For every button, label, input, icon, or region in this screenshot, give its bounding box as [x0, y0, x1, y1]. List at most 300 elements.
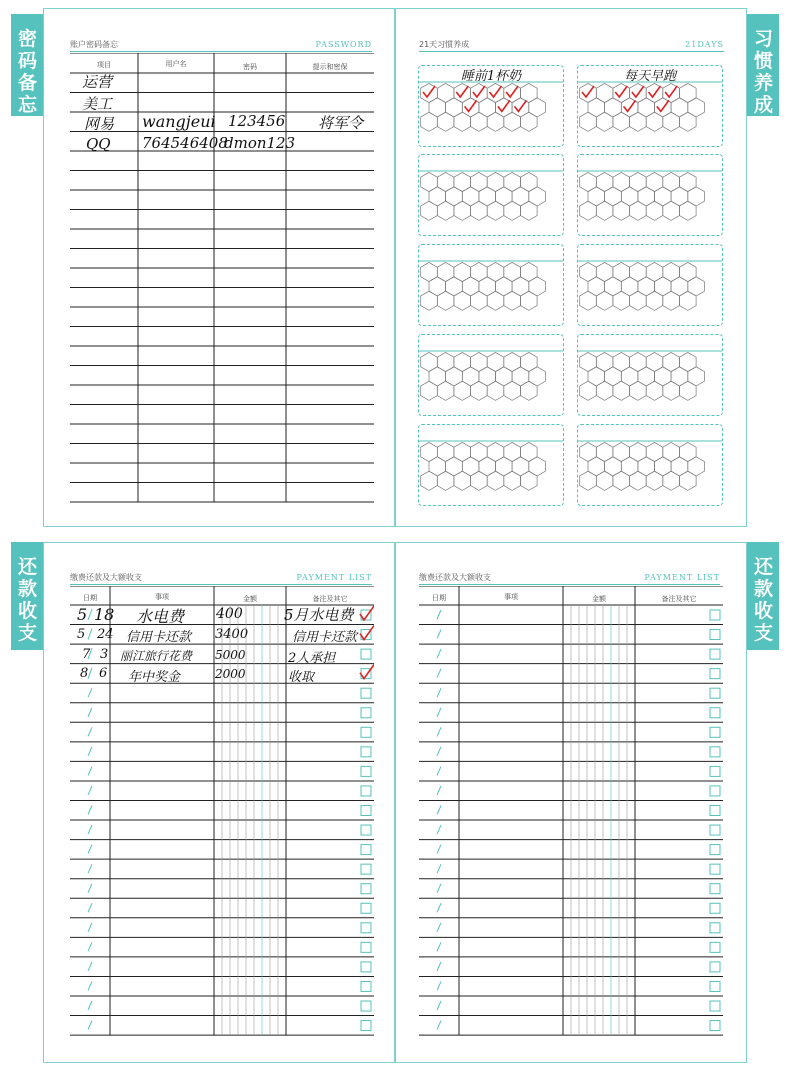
habit-check-mark — [582, 86, 594, 97]
hex-cell[interactable] — [646, 112, 663, 131]
row-checkbox[interactable] — [710, 727, 720, 737]
date-slash — [88, 1001, 92, 1010]
row-checkbox[interactable] — [710, 903, 720, 913]
hex-cell[interactable] — [605, 187, 622, 206]
hex-cell[interactable] — [596, 381, 613, 400]
hex-cell[interactable] — [580, 262, 597, 281]
hex-cell[interactable] — [462, 457, 479, 476]
habit-check-mark — [490, 86, 502, 97]
hex-cell[interactable] — [596, 172, 613, 191]
hex-cell[interactable] — [421, 471, 438, 490]
hex-cell[interactable] — [580, 352, 597, 371]
habit-check-mark — [423, 86, 435, 97]
hex-cell[interactable] — [437, 291, 454, 310]
hex-cell[interactable] — [638, 98, 655, 117]
hex-cell[interactable] — [580, 201, 597, 220]
row-checkbox[interactable] — [361, 708, 371, 718]
col-header-date: 日期 — [83, 594, 97, 602]
hex-grid — [578, 425, 722, 505]
hex-cell[interactable] — [421, 352, 438, 371]
hex-cell[interactable] — [680, 442, 697, 461]
hex-cell[interactable] — [421, 201, 438, 220]
hex-cell[interactable] — [596, 442, 613, 461]
hex-cell[interactable] — [580, 291, 597, 310]
hex-cell[interactable] — [437, 83, 454, 102]
date-slash — [88, 688, 92, 697]
hex-cell[interactable] — [471, 201, 488, 220]
header-rule — [419, 584, 720, 585]
col-header-date: 日期 — [432, 594, 446, 602]
hex-cell[interactable] — [688, 457, 705, 476]
hex-cell[interactable] — [437, 201, 454, 220]
hex-cell[interactable] — [663, 201, 680, 220]
hex-cell[interactable] — [521, 112, 538, 131]
hex-cell[interactable] — [487, 471, 504, 490]
habit-card — [418, 65, 564, 147]
hex-cell[interactable] — [496, 367, 513, 386]
hex-cell[interactable] — [521, 352, 538, 371]
hex-cell[interactable] — [646, 262, 663, 281]
col-header-item: 事项 — [504, 593, 518, 601]
hex-cell[interactable] — [596, 83, 613, 102]
date-slash — [437, 923, 441, 932]
row-checkbox[interactable] — [710, 1021, 720, 1031]
hex-cell[interactable] — [630, 471, 647, 490]
hex-cell[interactable] — [671, 98, 688, 117]
hex-cell[interactable] — [529, 277, 546, 296]
row-checkbox[interactable] — [361, 962, 371, 972]
hex-cell[interactable] — [680, 262, 697, 281]
hex-cell[interactable] — [680, 201, 697, 220]
hex-cell[interactable] — [462, 277, 479, 296]
habit-card — [577, 244, 723, 326]
hex-cell[interactable] — [646, 381, 663, 400]
hex-cell[interactable] — [580, 172, 597, 191]
hex-cell[interactable] — [630, 291, 647, 310]
hex-cell[interactable] — [446, 277, 463, 296]
hex-cell[interactable] — [496, 277, 513, 296]
habit-check-mark — [615, 86, 627, 97]
hex-cell[interactable] — [655, 277, 672, 296]
hex-cell[interactable] — [429, 367, 446, 386]
row-checkbox[interactable] — [361, 1021, 371, 1031]
habit-card — [418, 244, 564, 326]
hex-cell[interactable] — [621, 187, 638, 206]
hex-cell[interactable] — [479, 98, 496, 117]
row-checkbox[interactable] — [710, 981, 720, 991]
password-page — [43, 8, 395, 527]
date-slash — [437, 962, 441, 971]
row-checkbox[interactable] — [710, 688, 720, 698]
hex-cell[interactable] — [454, 352, 471, 371]
hex-cell[interactable] — [429, 277, 446, 296]
hex-cell[interactable] — [521, 262, 538, 281]
hex-cell[interactable] — [471, 291, 488, 310]
hex-cell[interactable] — [646, 471, 663, 490]
header-rule — [70, 584, 372, 585]
date-slash — [88, 668, 92, 679]
hex-cell[interactable] — [688, 98, 705, 117]
hex-cell[interactable] — [663, 442, 680, 461]
hex-cell[interactable] — [680, 291, 697, 310]
header-rule — [419, 51, 724, 52]
hex-cell[interactable] — [529, 457, 546, 476]
hex-cell[interactable] — [588, 98, 605, 117]
hex-cell[interactable] — [596, 201, 613, 220]
hex-cell[interactable] — [454, 262, 471, 281]
hex-cell[interactable] — [663, 352, 680, 371]
hex-cell[interactable] — [655, 187, 672, 206]
hex-cell[interactable] — [471, 172, 488, 191]
hex-cell[interactable] — [454, 201, 471, 220]
hex-cell[interactable] — [504, 442, 521, 461]
date-slash — [437, 942, 441, 951]
entry-item: QQ — [86, 135, 111, 153]
hex-cell[interactable] — [471, 381, 488, 400]
hex-cell[interactable] — [496, 187, 513, 206]
date-slash — [437, 981, 441, 990]
hex-cell[interactable] — [471, 471, 488, 490]
entry-password: dmon123 — [224, 134, 296, 152]
hex-cell[interactable] — [512, 277, 529, 296]
hex-cell[interactable] — [663, 291, 680, 310]
hex-cell[interactable] — [429, 457, 446, 476]
date-slash — [88, 845, 92, 854]
hex-cell[interactable] — [638, 457, 655, 476]
hex-cell[interactable] — [596, 112, 613, 131]
row-checkbox[interactable] — [710, 766, 720, 776]
row-month: 7 — [82, 647, 91, 662]
hex-cell[interactable] — [504, 471, 521, 490]
hex-cell[interactable] — [437, 381, 454, 400]
hex-cell[interactable] — [688, 367, 705, 386]
hex-cell[interactable] — [487, 442, 504, 461]
row-checkbox[interactable] — [361, 923, 371, 933]
row-checkbox[interactable] — [361, 1001, 371, 1011]
hex-cell[interactable] — [504, 112, 521, 131]
hex-cell[interactable] — [605, 277, 622, 296]
hex-cell[interactable] — [588, 187, 605, 206]
hex-cell[interactable] — [504, 352, 521, 371]
payment-page-left — [43, 542, 395, 1063]
hex-cell[interactable] — [471, 262, 488, 281]
hex-cell[interactable] — [437, 471, 454, 490]
habit-card — [577, 334, 723, 416]
row-checkbox[interactable] — [361, 786, 371, 796]
hex-cell[interactable] — [613, 262, 630, 281]
row-checkbox[interactable] — [710, 942, 720, 952]
entry-item: 美工 — [82, 95, 113, 113]
row-checkbox[interactable] — [361, 688, 371, 698]
hex-cell[interactable] — [663, 112, 680, 131]
row-checkbox[interactable] — [710, 884, 720, 894]
hex-cell[interactable] — [521, 471, 538, 490]
hex-cell[interactable] — [521, 291, 538, 310]
hex-cell[interactable] — [580, 381, 597, 400]
row-note: 收取 — [288, 670, 315, 685]
hex-cell[interactable] — [630, 442, 647, 461]
hex-cell[interactable] — [646, 352, 663, 371]
entry-user: 764546408 — [142, 134, 228, 152]
hex-cell[interactable] — [580, 471, 597, 490]
hex-cell[interactable] — [613, 112, 630, 131]
hex-cell[interactable] — [521, 381, 538, 400]
hex-cell[interactable] — [487, 172, 504, 191]
hex-cell[interactable] — [521, 83, 538, 102]
hex-cell[interactable] — [680, 471, 697, 490]
hex-cell[interactable] — [487, 112, 504, 131]
row-checkbox[interactable] — [710, 923, 720, 933]
hex-cell[interactable] — [646, 201, 663, 220]
hex-cell[interactable] — [605, 98, 622, 117]
row-checkbox[interactable] — [710, 806, 720, 816]
hex-cell[interactable] — [504, 201, 521, 220]
hex-cell[interactable] — [437, 172, 454, 191]
hex-cell[interactable] — [655, 457, 672, 476]
hex-cell[interactable] — [421, 291, 438, 310]
row-checkbox[interactable] — [710, 825, 720, 835]
row-checkbox[interactable] — [361, 766, 371, 776]
hex-cell[interactable] — [613, 201, 630, 220]
hex-cell[interactable] — [479, 187, 496, 206]
hex-grid — [419, 335, 563, 415]
habit-card — [418, 154, 564, 236]
hex-cell[interactable] — [613, 172, 630, 191]
row-checkbox[interactable] — [710, 610, 720, 620]
hex-cell[interactable] — [580, 442, 597, 461]
row-checkbox[interactable] — [710, 649, 720, 659]
hex-cell[interactable] — [521, 201, 538, 220]
hex-cell[interactable] — [605, 367, 622, 386]
hex-cell[interactable] — [680, 112, 697, 131]
hex-cell[interactable] — [454, 381, 471, 400]
row-checkbox[interactable] — [710, 1001, 720, 1011]
tab-payment-left[interactable]: 还款收支 — [11, 542, 43, 650]
hex-cell[interactable] — [462, 187, 479, 206]
hex-cell[interactable] — [521, 172, 538, 191]
hex-cell[interactable] — [630, 262, 647, 281]
row-day: 18 — [94, 605, 115, 624]
date-slash — [88, 942, 92, 951]
hex-cell[interactable] — [446, 457, 463, 476]
hex-cell[interactable] — [680, 381, 697, 400]
hex-cell[interactable] — [671, 277, 688, 296]
hex-cell[interactable] — [613, 471, 630, 490]
row-checkbox[interactable] — [361, 649, 371, 659]
row-checkbox[interactable] — [361, 981, 371, 991]
habit-title: 21天习惯养成 — [419, 40, 470, 49]
hex-cell[interactable] — [613, 381, 630, 400]
hex-cell[interactable] — [512, 457, 529, 476]
row-checkbox[interactable] — [361, 903, 371, 913]
hex-cell[interactable] — [504, 291, 521, 310]
hex-cell[interactable] — [446, 367, 463, 386]
hex-cell[interactable] — [663, 471, 680, 490]
hex-cell[interactable] — [646, 172, 663, 191]
row-day: 24 — [97, 627, 114, 642]
hex-cell[interactable] — [479, 277, 496, 296]
row-checkbox[interactable] — [361, 747, 371, 757]
row-checkbox[interactable] — [710, 962, 720, 972]
hex-cell[interactable] — [596, 352, 613, 371]
row-checkbox[interactable] — [361, 942, 371, 952]
row-checkbox[interactable] — [710, 845, 720, 855]
hex-cell[interactable] — [421, 172, 438, 191]
hex-cell[interactable] — [471, 112, 488, 131]
hex-cell[interactable] — [454, 471, 471, 490]
date-slash — [437, 1021, 441, 1030]
hex-cell[interactable] — [437, 262, 454, 281]
habit-name: 每天早跑 — [623, 69, 676, 84]
col-header-hint: 提示和密保 — [312, 63, 348, 71]
date-slash — [437, 903, 441, 912]
hex-cell[interactable] — [671, 367, 688, 386]
row-checkbox[interactable] — [361, 825, 371, 835]
row-checkbox[interactable] — [361, 845, 371, 855]
row-checkbox[interactable] — [710, 630, 720, 640]
row-checkbox[interactable] — [710, 864, 720, 874]
payment-table-grid — [419, 586, 723, 1038]
row-amount: 2000 — [215, 667, 246, 681]
tab-payment-right[interactable]: 还款收支 — [747, 542, 779, 650]
habit-check-mark — [473, 86, 485, 97]
hex-cell[interactable] — [446, 98, 463, 117]
date-slash — [437, 884, 441, 893]
tab-password[interactable]: 密码备忘 — [11, 14, 43, 116]
hex-cell[interactable] — [588, 277, 605, 296]
tab-habit[interactable]: 习惯养成 — [747, 14, 779, 116]
hex-cell[interactable] — [613, 352, 630, 371]
row-item: 年中奖金 — [128, 670, 181, 685]
hex-cell[interactable] — [504, 381, 521, 400]
hex-cell[interactable] — [630, 112, 647, 131]
hex-cell[interactable] — [613, 442, 630, 461]
row-checkbox[interactable] — [361, 806, 371, 816]
hex-cell[interactable] — [638, 277, 655, 296]
hex-cell[interactable] — [613, 291, 630, 310]
col-header-item: 项目 — [97, 61, 111, 69]
hex-cell[interactable] — [421, 112, 438, 131]
habit-check-mark — [498, 100, 510, 111]
hex-cell[interactable] — [529, 367, 546, 386]
hex-cell[interactable] — [529, 98, 546, 117]
hex-cell[interactable] — [504, 172, 521, 191]
date-slash — [88, 609, 92, 620]
date-slash — [437, 806, 441, 815]
hex-cell[interactable] — [688, 277, 705, 296]
row-checkbox[interactable] — [361, 864, 371, 874]
hex-cell[interactable] — [437, 352, 454, 371]
row-checkbox[interactable] — [361, 727, 371, 737]
hex-grid — [578, 245, 722, 325]
row-checkbox[interactable] — [710, 747, 720, 757]
hex-cell[interactable] — [638, 187, 655, 206]
hex-cell[interactable] — [487, 352, 504, 371]
hex-cell[interactable] — [487, 291, 504, 310]
hex-cell[interactable] — [421, 442, 438, 461]
hex-cell[interactable] — [487, 381, 504, 400]
hex-cell[interactable] — [663, 172, 680, 191]
hex-cell[interactable] — [429, 98, 446, 117]
header-rule — [70, 51, 372, 52]
hex-cell[interactable] — [529, 187, 546, 206]
hex-cell[interactable] — [454, 442, 471, 461]
hex-cell[interactable] — [680, 172, 697, 191]
hex-cell[interactable] — [588, 367, 605, 386]
hex-cell[interactable] — [605, 457, 622, 476]
hex-cell[interactable] — [646, 291, 663, 310]
hex-cell[interactable] — [421, 262, 438, 281]
hex-cell[interactable] — [596, 262, 613, 281]
hex-cell[interactable] — [462, 367, 479, 386]
hex-cell[interactable] — [671, 187, 688, 206]
hex-cell[interactable] — [688, 187, 705, 206]
hex-cell[interactable] — [646, 442, 663, 461]
hex-cell[interactable] — [437, 442, 454, 461]
hex-cell[interactable] — [671, 457, 688, 476]
hex-cell[interactable] — [621, 457, 638, 476]
hex-cell[interactable] — [663, 381, 680, 400]
hex-cell[interactable] — [446, 187, 463, 206]
hex-cell[interactable] — [621, 367, 638, 386]
hex-cell[interactable] — [596, 471, 613, 490]
date-slash — [437, 649, 441, 658]
hex-cell[interactable] — [663, 262, 680, 281]
hex-cell[interactable] — [512, 367, 529, 386]
hex-cell[interactable] — [496, 457, 513, 476]
hex-cell[interactable] — [487, 262, 504, 281]
hex-cell[interactable] — [630, 201, 647, 220]
hex-cell[interactable] — [588, 457, 605, 476]
hex-cell[interactable] — [680, 352, 697, 371]
row-checkbox[interactable] — [361, 884, 371, 894]
hex-cell[interactable] — [437, 112, 454, 131]
hex-cell[interactable] — [504, 262, 521, 281]
hex-cell[interactable] — [630, 381, 647, 400]
hex-cell[interactable] — [630, 352, 647, 371]
row-checkbox[interactable] — [710, 669, 720, 679]
hex-cell[interactable] — [638, 367, 655, 386]
hex-cell[interactable] — [521, 442, 538, 461]
hex-cell[interactable] — [655, 367, 672, 386]
hex-cell[interactable] — [454, 112, 471, 131]
row-checkbox[interactable] — [710, 708, 720, 718]
habit-page — [395, 8, 747, 527]
date-slash — [437, 669, 441, 678]
row-item: 丽江旅行花费 — [120, 649, 193, 663]
hex-cell[interactable] — [479, 457, 496, 476]
hex-cell[interactable] — [680, 83, 697, 102]
hex-cell[interactable] — [512, 187, 529, 206]
hex-cell[interactable] — [580, 112, 597, 131]
hex-cell[interactable] — [471, 352, 488, 371]
col-header-password: 密码 — [243, 63, 257, 71]
date-slash — [88, 629, 92, 640]
habit-card — [577, 65, 723, 147]
hex-cell[interactable] — [454, 172, 471, 191]
hex-cell[interactable] — [487, 201, 504, 220]
col-header-amount: 金额 — [243, 595, 257, 603]
hex-cell[interactable] — [421, 381, 438, 400]
hex-cell[interactable] — [479, 367, 496, 386]
hex-cell[interactable] — [471, 442, 488, 461]
hex-cell[interactable] — [454, 291, 471, 310]
hex-cell[interactable] — [596, 291, 613, 310]
hex-cell[interactable] — [621, 277, 638, 296]
row-checkbox[interactable] — [710, 786, 720, 796]
hex-cell[interactable] — [630, 172, 647, 191]
hex-cell[interactable] — [429, 187, 446, 206]
